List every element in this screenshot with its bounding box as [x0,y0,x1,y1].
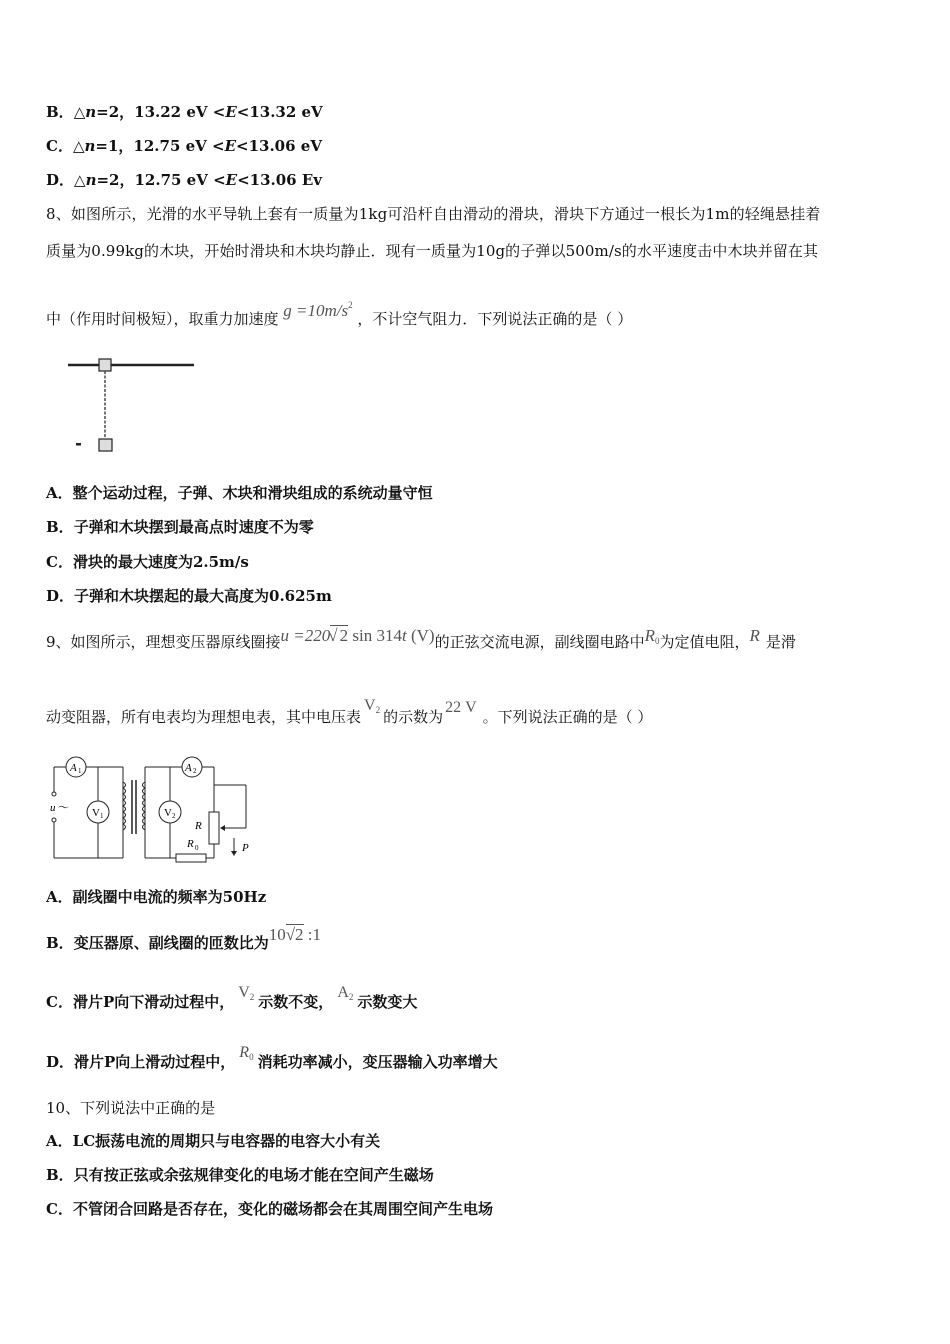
v2-symbol-c: $V_2$ [238,984,255,1002]
wooden-block [99,439,112,451]
v2-symbol: $V_2$ [364,697,381,715]
q7-option-b: B．△n=2，13.22 eV <E<13.32 eV [46,103,323,121]
q9-stem-line1: 9、如图所示，理想变压器原线圈接u =220√ 2 sin 314t (V)的正弦交流电源，副线圈电路中$R_0$为定值电阻，R 是滑 [46,626,796,651]
voltmeter-v2-label: V [164,807,172,819]
r0-symbol: $R_0$ [644,626,660,646]
q8-option-c: C．滑块的最大速度为2.5m/s [46,553,249,571]
q9-option-a: A．副线圈中电流的频率为50Hz [46,888,267,906]
p-label: P [242,842,249,854]
q10-stem: 10、下列说法中正确的是 [46,1099,216,1117]
q9-stem-line2: 动变阻器，所有电表均为理想电表，其中电压表$V_2$ 的示数为22 V。下列说法正确的是（ ） [46,697,653,726]
q7-option-c: C．△n=1，12.75 eV <E<13.06 eV [46,137,322,155]
svg-text:2: 2 [193,767,197,775]
rheostat-r [209,812,219,844]
q7-option-d: D．△n=2，12.75 eV <E<13.06 Ev [46,171,322,189]
a2-symbol-c: $A_2$ [337,984,354,1002]
svg-text:1: 1 [100,812,104,820]
q9-option-d: D．滑片P向上滑动过程中，$R_0$ 消耗功率减小，变压器输入功率增大 [46,1044,498,1071]
ammeter-a1-label: A [70,762,77,774]
voltage-formula: u =220√ 2 sin 314t (V) [280,626,435,645]
slider-p-arrow [220,825,225,831]
svg-text:0: 0 [195,844,199,852]
svg-text:1: 1 [78,767,82,775]
resistor-r0 [176,854,206,862]
resistor-r0-label: R [187,838,194,850]
r-symbol: R [749,626,760,645]
slider-block [99,359,111,371]
input-terminal-bottom [52,818,56,822]
q8-option-a: A．整个运动过程，子弹、木块和滑块组成的系统动量守恒 [46,484,433,502]
q8-slider-pendulum-figure [64,355,199,455]
q8-stem-line1: 8、如图所示，光滑的水平导轨上套有一质量为1kg可沿杆自由滑动的滑块，滑块下方通过一根长为1m的轻绳悬挂着 [46,205,821,223]
voltmeter-v1-label: V [92,807,100,819]
bullet [76,443,81,446]
svg-text:2: 2 [172,812,176,820]
q10-option-b: B．只有按正弦或余弦规律变化的电场才能在空间产生磁场 [46,1166,434,1184]
q9-option-c: C．滑片P向下滑动过程中，$V_2$ 示数不变，$A_2$ 示数变大 [46,984,418,1011]
q10-option-a: A．LC振荡电流的周期只与电容器的电容大小有关 [46,1132,381,1150]
q8-stem-line2: 质量为0.99kg的木块，开始时滑块和木块均静止．现有一质量为10g的子弹以500m/s的水平速度击中木块并留在其 [46,242,819,260]
ammeter-a2-label: A [185,762,192,774]
q9-option-b: B．变压器原、副线圈的匝数比为10√2 :1 [46,925,322,952]
q8-option-b: B．子弹和木块摆到最高点时速度不为零 [46,518,314,536]
q8-stem-line3: 中（作用时间极短），取重力加速度 $g =10m/s^2$ ，不计空气阻力．下列说法正确的是（ ） [46,300,633,328]
source-label: u [50,802,56,814]
voltage-value: 22 V [445,699,477,716]
gravity-formula: $g =10m/s^2$ [283,300,353,320]
turns-ratio-formula: 10√2 :1 [268,925,322,944]
input-terminal-top [52,792,56,796]
rheostat-label: R [195,820,202,832]
q9-transformer-circuit [44,752,256,867]
ac-symbol: ～ [58,802,69,814]
r0-symbol-d: $R_0$ [239,1044,254,1062]
q10-option-c: C．不管闭合回路是否存在，变化的磁场都会在其周围空间产生电场 [46,1200,493,1218]
q8-option-d: D．子弹和木块摆起的最大高度为0.625m [46,587,332,605]
